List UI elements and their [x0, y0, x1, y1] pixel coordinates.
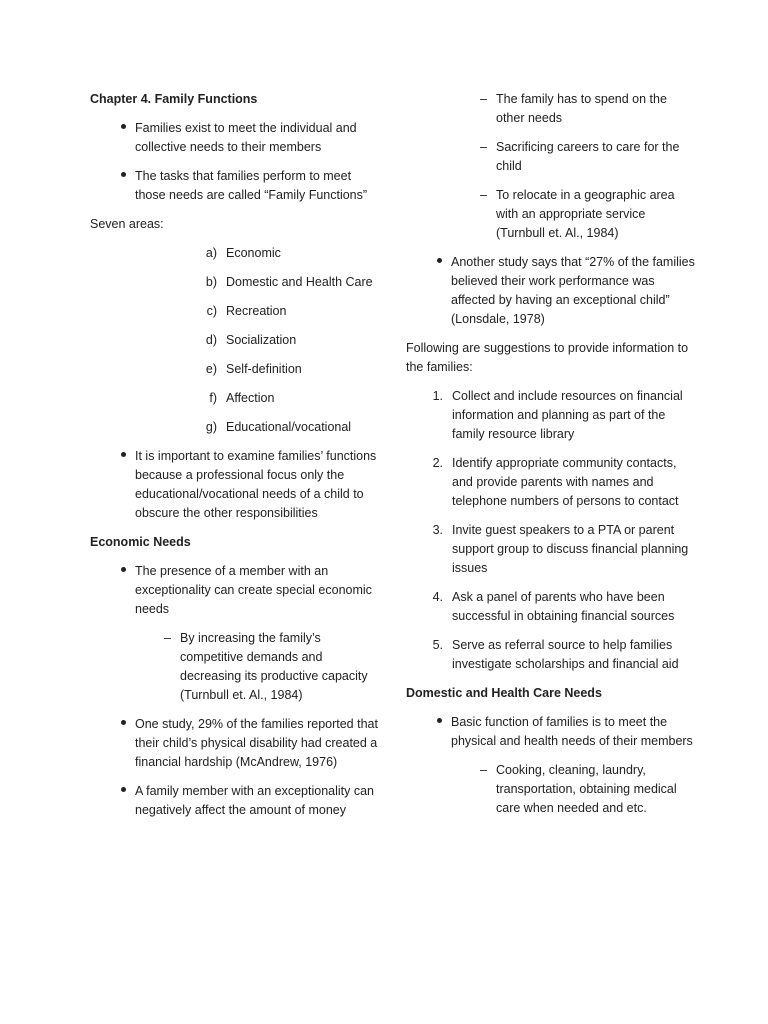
domestic-health-heading: Domestic and Health Care Needs [406, 686, 602, 700]
list-text: Identify appropriate community contacts, and provide parents with names and telephone numbers of persons to contact [452, 456, 679, 508]
list-text: Serve as referral source to help families investigate scholarships and financial aid [452, 638, 679, 671]
bullet-icon [108, 562, 135, 619]
list-item [406, 387, 696, 444]
list-marker: 5. [432, 638, 443, 652]
list-item [90, 244, 380, 263]
dash-text: To relocate in a geographic area with an appropriate service (Turnbull et. Al., 1984) [496, 188, 675, 240]
dash-marker: – [480, 140, 487, 154]
list-marker: g) [205, 420, 217, 434]
list-item [90, 629, 380, 705]
list-item [90, 360, 380, 379]
bullet-text: It is important to examine families’ functions because a professional focus only the educational/vocational needs of a child to obscure the other responsibilities [135, 449, 377, 520]
bullet-icon [108, 782, 135, 820]
list-item [90, 562, 380, 619]
list-text: Self-definition [226, 362, 302, 376]
list-item [90, 447, 380, 523]
list-item [406, 253, 696, 329]
bullet-icon [108, 119, 135, 157]
list-text: Recreation [226, 304, 287, 318]
list-marker: d) [205, 333, 217, 347]
dash-text: Sacrificing careers to care for the child [496, 140, 680, 173]
list-text: Educational/vocational [226, 420, 352, 434]
list-marker: 4. [432, 590, 443, 604]
bullet-text: Another study says that “27% of the families believed their work performance was affected by having an exceptional child” (Lonsdale, 1978) [451, 255, 695, 326]
list-item [90, 331, 380, 350]
dash-marker: – [164, 631, 171, 645]
bullet-text: The presence of a member with an exceptionality can create special economic needs [135, 564, 372, 616]
list-item [406, 454, 696, 511]
chapter-title: Chapter 4. Family Functions [90, 92, 258, 106]
list-item [90, 273, 380, 292]
bullet-text: Basic function of families is to meet the physical and health needs of their members [451, 715, 693, 748]
list-item [90, 119, 380, 157]
list-item [406, 636, 696, 674]
list-text: Affection [226, 391, 275, 405]
bullet-icon [424, 253, 451, 329]
list-item [90, 782, 380, 820]
list-item [406, 761, 696, 818]
dash-marker: – [480, 763, 487, 777]
list-item [90, 302, 380, 321]
list-marker: a) [205, 246, 217, 260]
list-text: Socialization [226, 333, 297, 347]
right-column [406, 90, 696, 828]
dash-marker: – [480, 188, 487, 202]
list-item [406, 713, 696, 751]
list-marker: 2. [432, 456, 443, 470]
economic-needs-heading: Economic Needs [90, 535, 191, 549]
seven-areas-label: Seven areas: [90, 217, 164, 231]
list-marker: b) [205, 275, 217, 289]
dash-text: The family has to spend on the other needs [496, 92, 667, 125]
list-text: Economic [226, 246, 281, 260]
list-item [406, 138, 696, 176]
bullet-text: Families exist to meet the individual and collective needs to their members [135, 121, 357, 154]
bullet-text: One study, 29% of the families reported that their child’s physical disability had created a financial hardship (McAndrew, 1976) [135, 717, 378, 769]
dash-text: Cooking, cleaning, laundry, transportation, obtaining medical care when needed and etc. [496, 763, 677, 815]
list-marker: 1. [432, 389, 443, 403]
list-item [406, 521, 696, 578]
bullet-icon [108, 167, 135, 205]
dash-text: By increasing the family’s competitive demands and decreasing its productive capacity (Turnbull et. Al., 1984) [180, 631, 368, 702]
bullet-icon [424, 713, 451, 751]
list-item [90, 167, 380, 205]
list-text: Domestic and Health Care [226, 275, 373, 289]
dash-marker: – [480, 92, 487, 106]
list-text: Ask a panel of parents who have been successful in obtaining financial sources [452, 590, 675, 623]
list-marker: e) [205, 362, 217, 376]
list-item [90, 389, 380, 408]
bullet-text: A family member with an exceptionality can negatively affect the amount of money [135, 784, 374, 817]
list-marker: 3. [432, 523, 443, 537]
list-item [90, 715, 380, 772]
list-item [406, 90, 696, 128]
list-item [406, 588, 696, 626]
left-column [90, 90, 380, 830]
list-item [90, 418, 380, 437]
bullet-icon [108, 715, 135, 772]
list-text: Collect and include resources on financial information and planning as part of the family resource library [452, 389, 683, 441]
suggestions-intro: Following are suggestions to provide information to the families: [406, 341, 689, 374]
bullet-text: The tasks that families perform to meet those needs are called “Family Functions” [135, 169, 368, 202]
list-marker: f) [209, 391, 217, 405]
bullet-icon [108, 447, 135, 523]
list-marker: c) [206, 304, 217, 318]
list-item [406, 186, 696, 243]
list-text: Invite guest speakers to a PTA or parent support group to discuss financial planning issues [452, 523, 689, 575]
